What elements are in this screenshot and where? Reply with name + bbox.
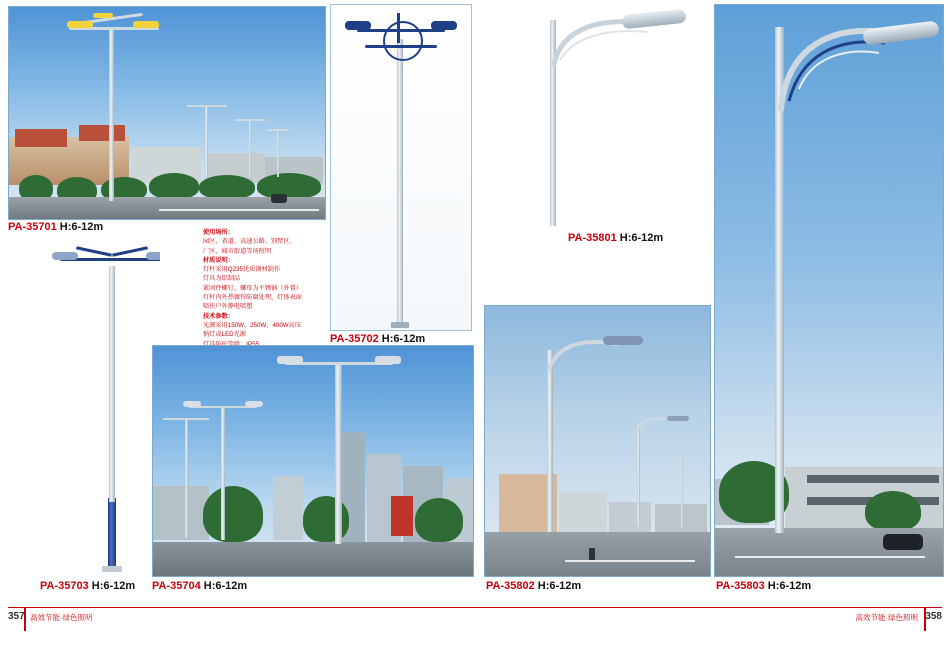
footer-text-left: 高效节能·绿色照明 (30, 613, 93, 622)
product-code: PA-35802 (486, 580, 535, 592)
caption-pa-35704 (152, 580, 247, 592)
car (883, 534, 923, 550)
page-number-right: 358 (925, 611, 942, 622)
building (559, 492, 607, 532)
road-marking (565, 560, 695, 562)
lamp-head (245, 401, 263, 407)
red-sign (391, 496, 413, 536)
pole-base (391, 322, 409, 328)
tree (415, 498, 463, 542)
lamp-pole (637, 422, 640, 526)
car (271, 194, 287, 203)
spec-material-line4: 灯杆内外热镀锌防腐处理，灯体表面 (203, 294, 302, 302)
lamp-pole (205, 105, 208, 177)
product-code: PA-35703 (40, 580, 89, 592)
caption-pa-35701 (8, 221, 103, 233)
lamp-head (603, 336, 643, 345)
ground (153, 542, 473, 576)
lamp-arm (76, 246, 112, 256)
lamp-pole (221, 408, 225, 540)
lamp-head (67, 21, 93, 28)
product-height: H:6-12m (91, 580, 136, 592)
caption-pa-35801 (568, 232, 663, 244)
lamp-pole (681, 458, 683, 528)
lamp-head (52, 252, 78, 260)
lamp-pole (277, 129, 279, 177)
tree (203, 486, 263, 542)
footer-divider (8, 607, 942, 608)
product-height: H:6-12m (59, 221, 104, 233)
page-footer (0, 607, 950, 647)
building (807, 475, 939, 483)
lamp-head (133, 21, 159, 28)
product-height: H:6-12m (381, 333, 426, 345)
product-photo-pa-35803 (714, 4, 944, 577)
lamp-pole (109, 29, 114, 201)
product-photo-pa-35701 (8, 6, 326, 220)
lamp-arm (163, 418, 209, 420)
spec-material-line3: 紧固件螺钉、螺母为不锈钢（外置） (203, 284, 302, 292)
product-height: H:6-12m (537, 580, 582, 592)
specification-text (203, 228, 318, 358)
lamp-pole (185, 420, 188, 538)
tree (257, 173, 321, 199)
spec-material-line5: 喷侠户外静电喷塑 (203, 303, 253, 311)
tree (865, 491, 921, 531)
spec-tech-line1: 光源采用150W、250W、400W高压 (203, 321, 301, 329)
lamp-pole (547, 350, 553, 532)
spec-material-line1: 灯杆采用Q235优质钢材制作 (203, 266, 281, 274)
lamp-head (375, 356, 401, 364)
lamp-pole (109, 266, 115, 502)
person (589, 548, 595, 560)
product-photo-pa-35801 (500, 4, 700, 229)
lamp-head (93, 13, 113, 18)
spec-usage-line1: 园区、省道、高速公路、别墅区、 (203, 238, 296, 246)
lamp-head (667, 416, 689, 421)
caption-pa-35803 (716, 580, 811, 592)
caption-pa-35702 (330, 333, 425, 345)
road-marking (159, 209, 319, 211)
lamp-pole (335, 364, 342, 544)
product-height: H:6-12m (203, 580, 248, 592)
product-code: PA-35701 (8, 221, 57, 233)
caption-pa-35703 (40, 580, 135, 592)
page-number-left: 357 (8, 611, 25, 622)
footer-text-right: 高效节能·绿色照明 (855, 613, 918, 622)
product-height: H:6-12m (619, 232, 664, 244)
lamp-head (345, 21, 371, 30)
spec-material-title: 材质说明： (203, 256, 234, 264)
lamp-head (277, 356, 303, 364)
product-photo-pa-35802 (484, 305, 711, 577)
spec-usage-line2: 厂区、城市街道等场照明 (203, 247, 272, 255)
product-code: PA-35803 (716, 580, 765, 592)
product-code: PA-35704 (152, 580, 201, 592)
product-code: PA-35702 (330, 333, 379, 345)
product-height: H:6-12m (767, 580, 812, 592)
building (273, 476, 303, 540)
lamp-head (183, 401, 201, 407)
tree (303, 496, 349, 542)
lamp-arm (235, 119, 265, 121)
building (79, 125, 125, 141)
lamp-arm (187, 105, 227, 107)
product-photo-pa-35703 (30, 236, 160, 576)
decorative-ring (383, 21, 423, 61)
road (485, 532, 710, 576)
pole-base (102, 566, 122, 572)
tree (199, 175, 255, 199)
product-photo-pa-35702 (330, 4, 472, 331)
spec-tech-line2: 钠灯或LED光源 (203, 331, 246, 339)
spec-usage-title: 使用场所： (203, 229, 234, 236)
building (15, 129, 67, 147)
lamp-pole (249, 119, 251, 177)
lamp-arm (267, 129, 289, 131)
spec-tech-title: 技术参数： (203, 312, 234, 320)
lamp-head (146, 252, 160, 260)
road-marking (735, 556, 925, 558)
spec-material-line2: 灯具为铝制品 (203, 275, 241, 283)
tree (149, 173, 199, 199)
product-photo-pa-35704 (152, 345, 474, 577)
lamp-head (431, 21, 457, 30)
building (153, 486, 209, 540)
caption-pa-35802 (486, 580, 581, 592)
building (609, 502, 651, 532)
lamp-arm (112, 246, 148, 256)
lamp-pole (397, 39, 403, 327)
product-code: PA-35801 (568, 232, 617, 244)
lamp-pole (108, 498, 116, 570)
